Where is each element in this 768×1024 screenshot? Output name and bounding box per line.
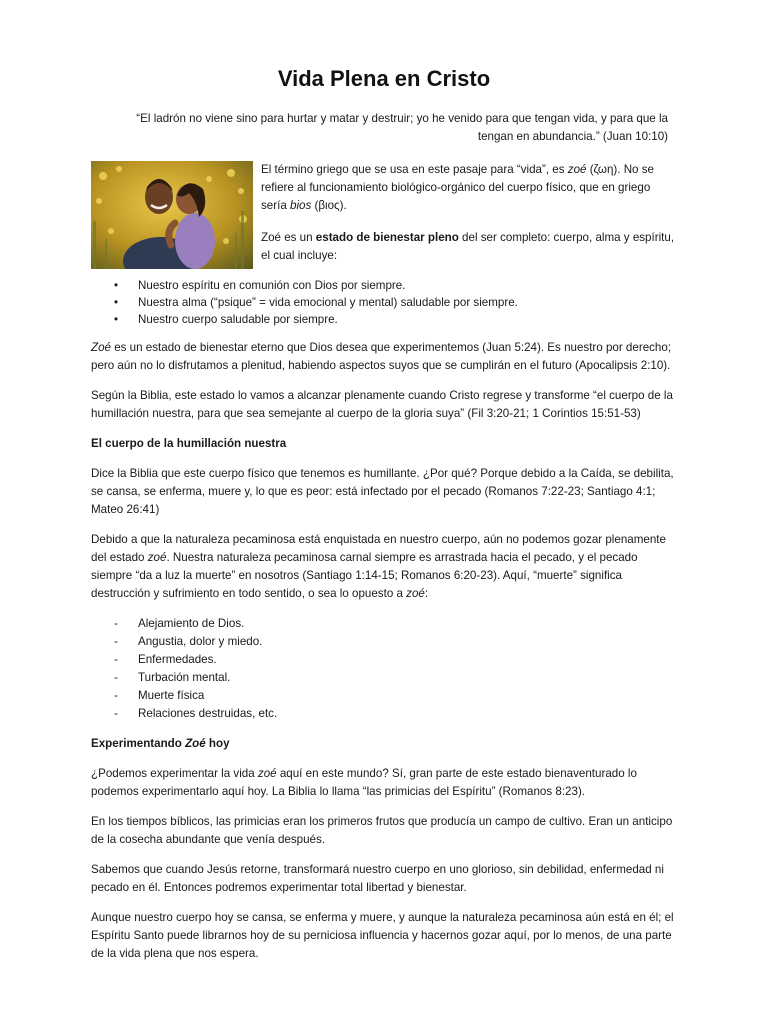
paragraph-sinful-nature: Debido a que la naturaleza pecaminosa está enquistada en nuestro cuerpo, aún no podemos gozar plenamente del estado zoé. Nuestra naturaleza pecaminosa carnal siempre es arrastrada hacia el pecado, y el pecado siempre “da a luz la muerte” en nosotros (Santiago 1:14-15; Romanos 6:20-23). Aquí, “muerte” significa destrucción y sufrimiento en todo sentido, o sea lo opuesto a zoé: bbox=[91, 533, 666, 600]
list-item: - Turbación mental. bbox=[114, 671, 231, 684]
paragraph-humiliating-body: Dice la Biblia que este cuerpo físico que tenemos es humillante. ¿Por qué? Porque debido a la Caída, se debilita, se cansa, se enferma, muere y, lo que es peor: está infectado por el pecado (Romanos 7:22-23; Santiago 4:1; Mateo 26:41) bbox=[91, 467, 674, 516]
list-item: - Relaciones destruidas, etc. bbox=[114, 707, 278, 720]
intro-paragraph-1: El término griego que se usa en este pasaje para “vida”, es zoé (ζωη). No se refiere al funcionamiento biológico-orgánico del cuerpo físico, que en griego sería bios (βιος). bbox=[261, 163, 654, 212]
paragraph-experience-today: ¿Podemos experimentar la vida zoé aquí en este mundo? Sí, gran parte de este estado bienaventurado lo podemos experimentarlo aquí hoy. La Biblia lo llama “las primicias del Espíritu” (Romanos 8:23). bbox=[91, 767, 637, 798]
paragraph-zoe-eternal: Zoé es un estado de bienestar eterno que Dios desea que experimentemos (Juan 5:24). Es nuestro por derecho; pero aún no lo disfrutamos a plenitud, habiendo aspectos suyos que se cumplirán en el futuro (Apocalipsis 2:10). bbox=[91, 341, 672, 372]
list-item: • Nuestro cuerpo saludable por siempre. bbox=[114, 313, 338, 326]
paragraph-jesus-returns: Sabemos que cuando Jesús retorne, transformará nuestro cuerpo en uno glorioso, sin debilidad, enfermedad ni pecado en él. Entonces podremos experimentar total libertad y bienestar. bbox=[91, 863, 664, 894]
intro-section bbox=[261, 161, 676, 279]
list-item: - Alejamiento de Dios. bbox=[114, 617, 245, 630]
page-title: Vida Plena en Cristo bbox=[277, 66, 491, 91]
paragraph-bible-return: Según la Biblia, este estado lo vamos a alcanzar plenamente cuando Cristo regrese y transforme “el cuerpo de la humillación nuestra, para que sea semejante al cuerpo de la gloria suya” (Fil 3:20-21; 1 Corintios 15:51-53) bbox=[91, 389, 673, 420]
paragraph-firstfruits: En los tiempos bíblicos, las primicias eran los primeros frutos que producía un campo de cultivo. Eran un anticipo de la cosecha abundante que venía después. bbox=[91, 815, 673, 846]
list-item: - Enfermedades. bbox=[114, 653, 217, 666]
list-item: • Nuestra alma (“psique” = vida emocional y mental) saludable por siempre. bbox=[114, 296, 518, 309]
intro-paragraph-2: Zoé es un estado de bienestar pleno del ser completo: cuerpo, alma y espíritu, el cual incluye: bbox=[261, 231, 675, 262]
death-effects-list bbox=[91, 615, 681, 723]
section-heading-experiencing-zoe: Experimentando Zoé hoy bbox=[91, 737, 230, 750]
list-item: - Muerte física bbox=[114, 689, 205, 702]
father-child-photo bbox=[91, 161, 253, 269]
section-heading-humiliation: El cuerpo de la humillación nuestra bbox=[91, 437, 287, 450]
list-item: - Angustia, dolor y miedo. bbox=[114, 635, 263, 648]
paragraph-holy-spirit: Aunque nuestro cuerpo hoy se cansa, se enferma y muere, y aunque la naturaleza pecaminosa aún está en él; el Espíritu Santo puede librarnos hoy de su perniciosa influencia y hacernos gozar aquí, por lo menos, de una parte de la vida plena que nos espera. bbox=[91, 911, 674, 960]
body-text bbox=[91, 339, 681, 975]
father-hugging-child-photo-icon bbox=[91, 161, 253, 269]
bible-quote: “El ladrón no viene sino para hurtar y matar y destruir; yo he venido para que tengan vida, y para que la tengan en abundancia.” (Juan 10:10) bbox=[136, 112, 668, 143]
bullet-list bbox=[91, 277, 681, 328]
list-item: • Nuestro espíritu en comunión con Dios por siempre. bbox=[114, 279, 406, 292]
